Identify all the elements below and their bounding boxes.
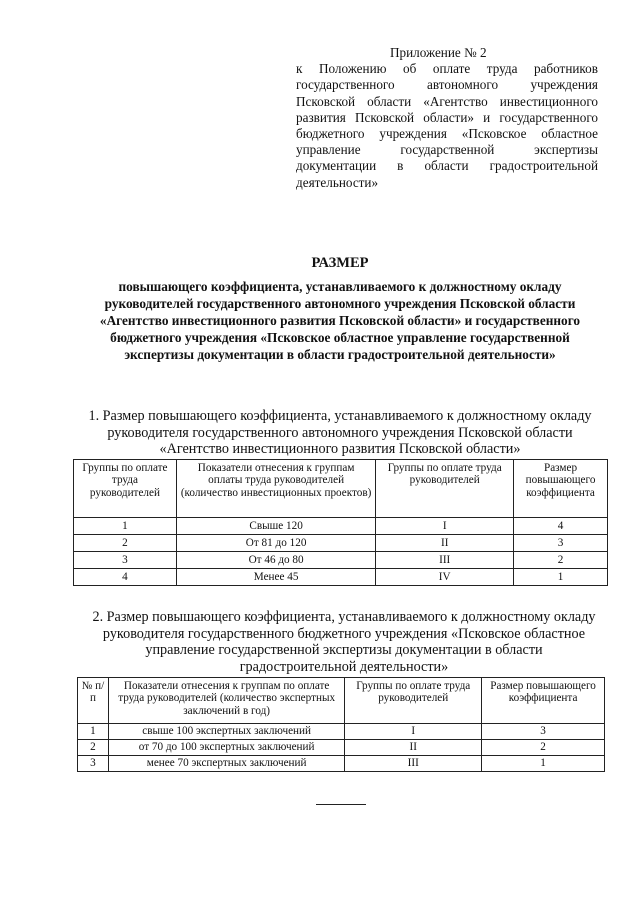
section1-table [73,459,608,586]
table-cell: 1 [74,518,177,535]
section2-table [77,677,605,772]
table-cell: От 81 до 120 [176,535,375,552]
table-row [74,535,608,552]
header-coefficient-col: Размер повышающего коэффициента [514,460,608,518]
table-cell: 3 [74,552,177,569]
header-groups-col: Группы по оплате труда руководителей [345,678,482,724]
closing-separator-line [316,804,366,805]
table-cell: от 70 до 100 экспертных заключений [108,740,344,756]
table-cell: I [345,724,482,740]
table-cell: 2 [78,740,109,756]
table-cell: От 46 до 80 [176,552,375,569]
table-cell: 2 [482,740,605,756]
table-cell: свыше 100 экспертных заключений [108,724,344,740]
appendix-reference: к Положению об оплате труда работников государственного автономного учреждения Псковской области «Агентство инвестиционного развития Псковской области» и государственного бюджетного учреждения «Псковское областное управление государственной экспертизы документации в области градостроительной деятельности» [296,61,598,190]
table-header-row [74,460,608,518]
section1-caption: 1. Размер повышающего коэффициента, устанавливаемого к должностному окладу руководителя государственного автономного учреждения Псковской области «Агентство инвестиционного развития Псковской области» [88,408,592,458]
table-cell: 4 [74,569,177,586]
table-cell: Свыше 120 [176,518,375,535]
table-cell: 4 [514,518,608,535]
table-cell: 2 [74,535,177,552]
header-number-col: № п/п [78,678,109,724]
table-cell: III [345,756,482,772]
table-header-row [78,678,605,724]
table-row [78,740,605,756]
appendix-number: Приложение № 2 [390,45,487,60]
table-cell: I [376,518,514,535]
document-subtitle: повышающего коэффициента, устанавливаемого к должностному окладу руководителей государственного автономного учреждения Псковской области «Агентство инвестиционного развития Псковской области» и государственного бюджетного учреждения «Псковское областное управление государственной экспертизы документации в области градостроительной деятельности» [99,279,581,362]
table-row [78,724,605,740]
table-row [78,756,605,772]
header-indicators-col: Показатели отнесения к группам по оплате труда руководителей (количество экспертных заключений в год) [108,678,344,724]
table-cell: менее 70 экспертных заключений [108,756,344,772]
table-row [74,552,608,569]
table-cell: 1 [78,724,109,740]
document-title: РАЗМЕР [311,255,369,271]
table-cell: 1 [482,756,605,772]
table-row [74,569,608,586]
table-cell: 2 [514,552,608,569]
table-cell: 3 [514,535,608,552]
table-cell: III [376,552,514,569]
table-cell: II [376,535,514,552]
table-cell: 3 [78,756,109,772]
header-coefficient-col: Размер повышающего коэффициента [482,678,605,724]
header-groups-col-2: Группы по оплате труда руководителей [376,460,514,518]
section2-caption: 2. Размер повышающего коэффициента, устанавливаемого к должностному окладу руководителя государственного бюджетного учреждения «Псковское областное управление государственной экспертизы документации в области градостроительной деятельности» [92,609,596,675]
appendix-block [296,45,598,191]
table-cell: II [345,740,482,756]
header-indicators-col: Показатели отнесения к группам оплаты труда руководителей (количество инвестиционных проектов) [176,460,375,518]
table-cell: IV [376,569,514,586]
table-row [74,518,608,535]
table-cell: 3 [482,724,605,740]
table-cell: 1 [514,569,608,586]
table-cell: Менее 45 [176,569,375,586]
header-groups-col: Группы по оплате труда руководителей [74,460,177,518]
